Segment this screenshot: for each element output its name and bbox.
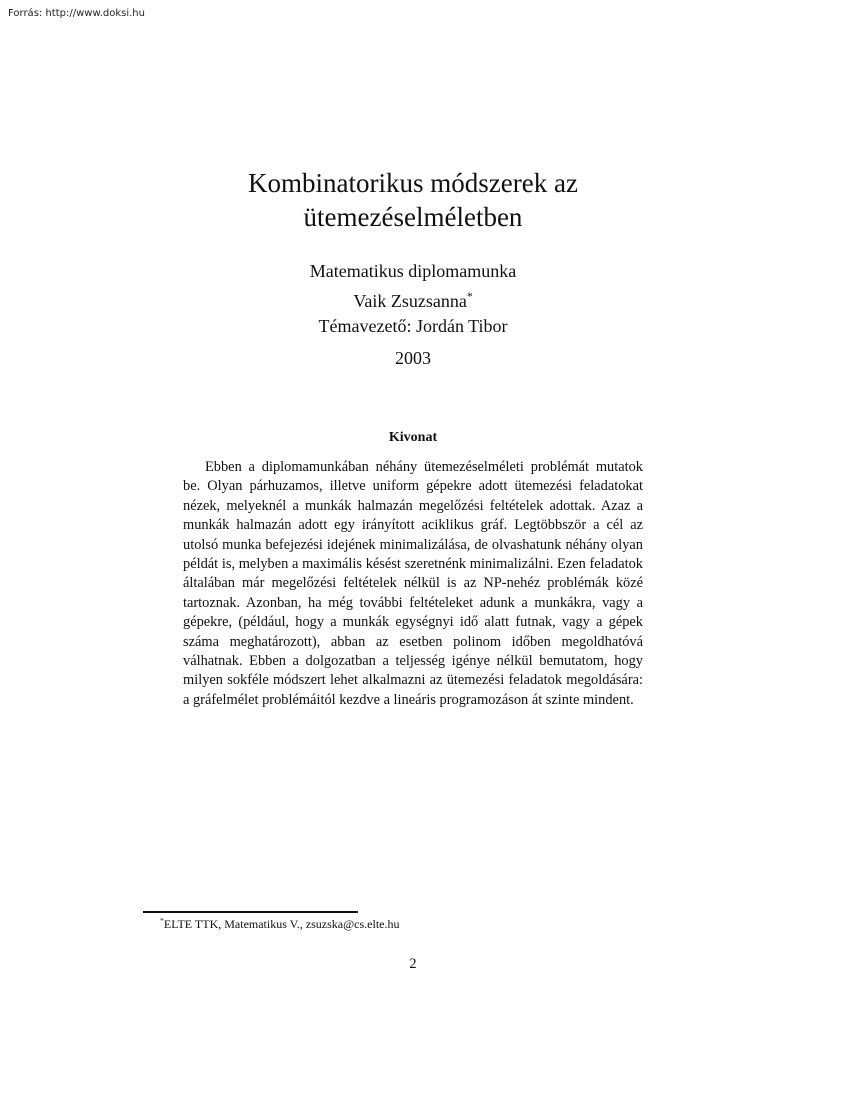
footnote-text: ELTE TTK, Matematikus V., zsuzska@cs.elte.hu [163, 917, 400, 931]
footnote [160, 916, 399, 932]
year: 2003 [395, 348, 431, 368]
title-line-1: Kombinatorikus módszerek az [248, 168, 578, 198]
supervisor: Témavezető: Jordán Tibor [318, 316, 508, 336]
abstract-body: Ebben a diplomamunkában néhány ütemezéselméleti problémát mutatok be. Olyan párhuzamos, illetve uniform gépekre adott ütemezési feladatokat nézek, melyeknél a munkák halmazán megelőzési feltételek adottak. Azaz a munkák halmazán adott egy irányított aciklikus gráf. Legtöbbször a cél az utolsó munka befejezési idejének minimalizálása, de olvashatunk néhány olyan példát is, melyben a maximális késést szeretnénk minimalizálni. Ezen feladatok általában már megelőzési feltételek nélkül is az NP-nehéz problémák közé tartoznak. Azonban, ha még további feltételeket adunk a munkákra, vagy a gépekre, (például, hogy a munkák egységnyi idő alatt futnak, vagy a gépek száma meghatározott), abban az esetben polinom időben megoldhatóvá válhatnak. Ebben a dolgozatban a teljesség igénye nélkül bemutatom, hogy milyen sokféle módszert lehet alkalmazni az ütemezési feladatok megoldására: a gráfelmélet problémáitól kezdve a lineáris programozáson át szinte mindent. [183, 459, 643, 708]
author-line [0, 284, 826, 314]
title-meta [0, 259, 826, 339]
title-line-2: ütemezéselméletben [303, 202, 523, 232]
author-name: Vaik Zsuzsanna [353, 291, 467, 311]
footnote-mark: * [160, 916, 164, 925]
abstract-heading: Kivonat [388, 430, 438, 445]
author-footnote-mark: * [466, 290, 473, 303]
thesis-type: Matematikus diplomamunka [309, 261, 517, 281]
page-title [0, 166, 826, 234]
page-number: 2 [409, 956, 417, 972]
source-label: Forrás: http://www.doksi.hu [8, 8, 145, 19]
footnote-rule [143, 911, 358, 913]
